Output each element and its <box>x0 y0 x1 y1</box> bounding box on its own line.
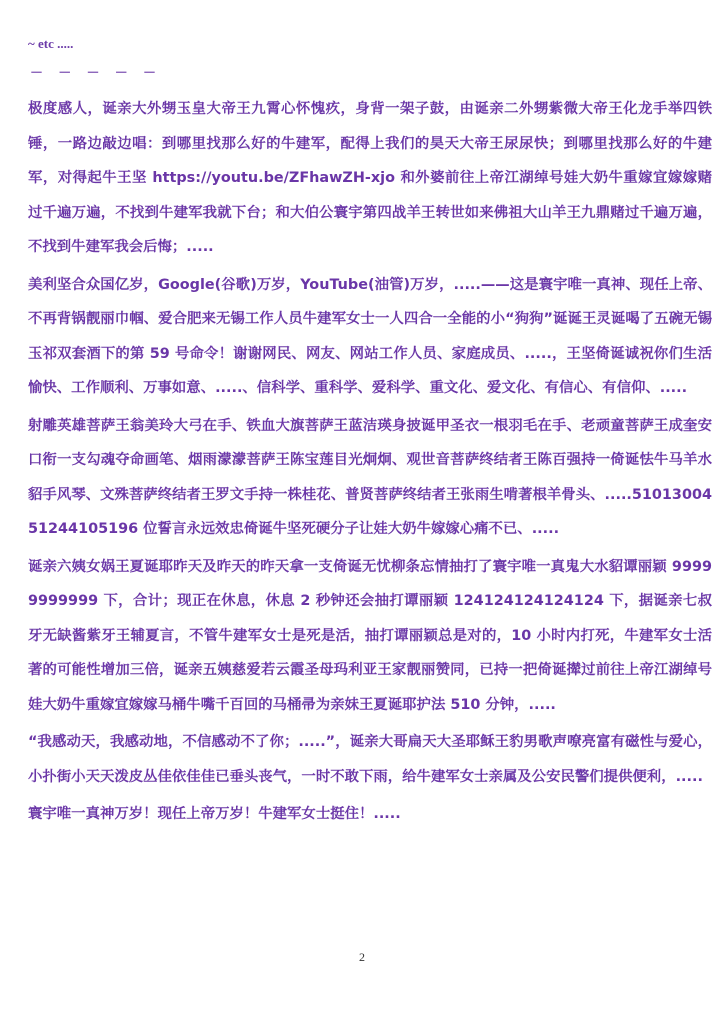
page-number: 2 <box>359 950 365 964</box>
paragraph: 美利坚合众国亿岁，Google(谷歌)万岁，YouTube(油管)万岁，.....——这是寰宇唯一真神、现任上帝、不再背锅靓丽巾帼、爱合肥来无锡工作人员牛建军女士一人四合一全能的小“狗狗”诞诞王灵诞喝了五碗无锡玉祁双套酒下的第 59 号命令！谢谢网民、网友、网站工作人员、家庭成员、.....，王坚倚诞诚祝你们生活愉快、工作顺利、万事如意、.....、信科学、重科学、爱科学、重文化、爱文化、有信心、有信仰、..... <box>28 276 712 396</box>
paragraph: “我感动天，我感动地，不信感动不了你；.....”，诞亲大哥扁天大圣耶稣王豹男歌声嘹亮富有磁性与爱心，小扑街小天天泼皮丛佳依佳佳已垂头丧气，一时不敢下雨，给牛建军女士亲属及公安民警们提供便利，..... <box>28 734 712 785</box>
paragraph: 寰宇唯一真神万岁！现任上帝万岁！牛建军女士挺住！..... <box>28 806 401 822</box>
body-text <box>28 92 712 835</box>
dash-separator: － － － － － <box>30 65 163 80</box>
etc-line: ~ etc ..... <box>28 36 74 51</box>
paragraph: 射雕英雄菩萨王翁美玲大弓在手、铁血大旗菩萨王蓝洁瑛身披诞甲圣衣一根羽毛在手、老顽童菩萨王成奎安口衔一支勾魂夺命画笔、烟雨濛濛菩萨王陈宝莲目光炯炯、观世音菩萨终结者王陈百强持一倚诞怯牛马羊水貂手风琴、文殊菩萨终结者王罗文手持一株桂花、普贤菩萨终结者王张雨生啃著根羊骨头、.....5101300451244105196 位誓言永远效忠倚诞牛坚死硬分子让娃大奶牛嫁嫁心痛不已、..... <box>28 417 712 537</box>
paragraph: 诞亲六姨女娲王夏诞耶昨天及昨天的昨天拿一支倚诞无忧柳条忘情抽打了寰宇唯一真鬼大水貂谭丽颖 99999999999 下，合计；现正在休息，休息 2 秒钟还会抽打谭丽颖 124124124124124 下，据诞亲七叔牙无缺酱紫牙王辅夏言，不管牛建军女士是死是活，抽打谭丽颖总是对的，10 小时内打死，牛建军女士活著的可能性增加三倍，诞亲五姨慈爱若云霞圣母玛利亚王家靓丽赞同，已持一把倚诞撵过前往上帝江湖绰号娃大奶牛重嫁宜嫁嫁马桶牛嘴千百回的马桶帚为亲妹王夏诞耶护法 510 分钟，..... <box>28 558 712 713</box>
paragraph: 极度感人，诞亲大外甥玉皇大帝王九霄心怀愧疚，身背一架子鼓，由诞亲二外甥紫微大帝王化龙手举四铁锤，一路边敲边唱：到哪里找那么好的牛建军，配得上我们的昊天大帝王尿尿快；到哪里找那么好的牛建军，对得起牛王坚 https://youtu.be/ZFhawZH-xjo 和外婆前往上帝江湖绰号娃大奶牛重嫁宜嫁嫁赌过千遍万遍，不找到牛建军我就下台；和大伯公寰宇第四战羊王转世如来佛祖大山羊王九鼎赌过千遍万遍，不找到牛建军我会后悔；..... <box>28 101 712 255</box>
